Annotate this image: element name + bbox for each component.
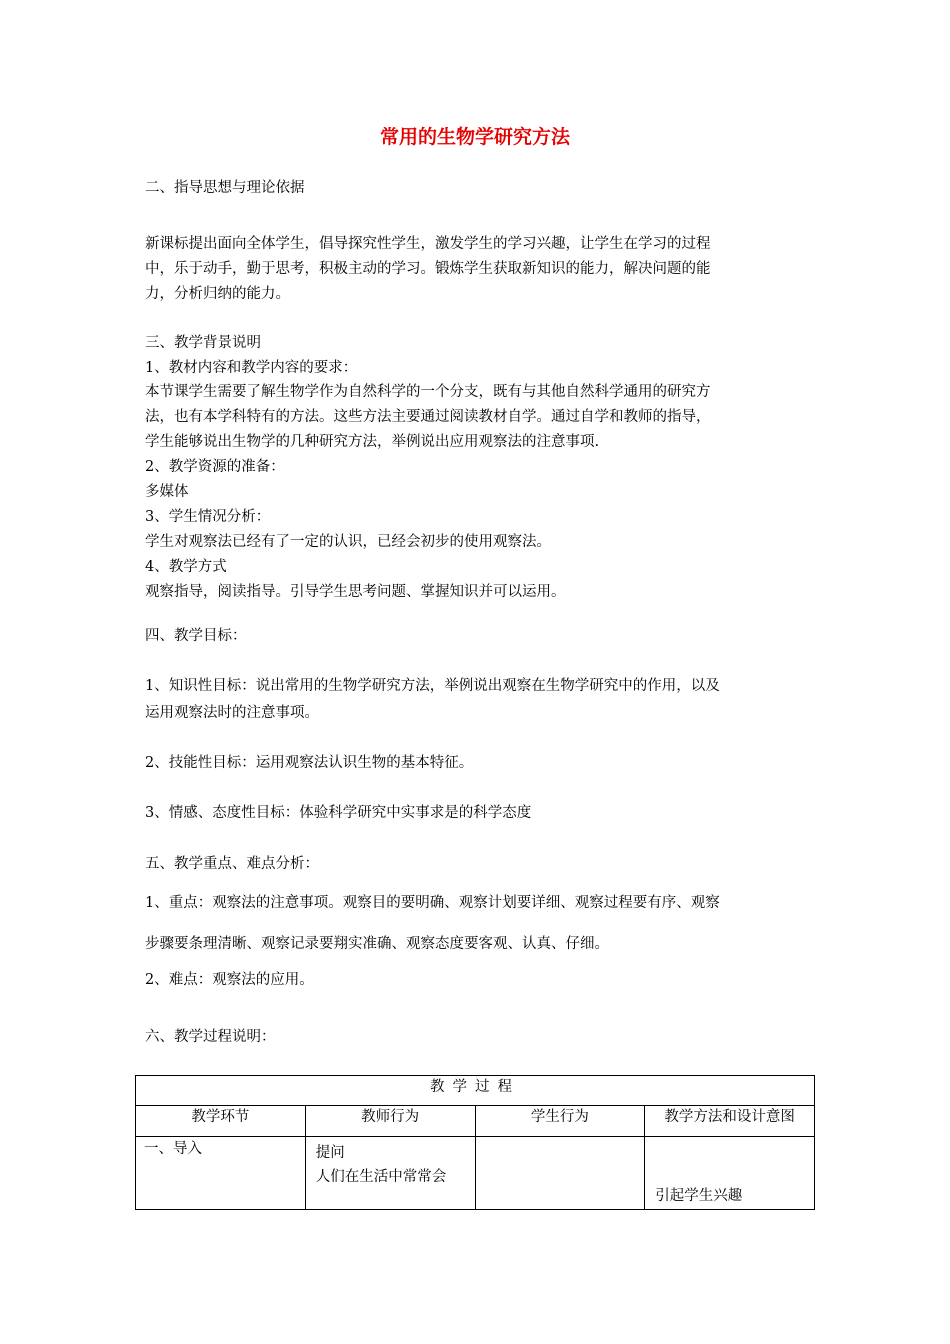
section-3-item-6: 多媒体 [145,484,189,500]
section-3-heading: 三、教学背景说明 [145,335,261,351]
section-4-heading: 四、教学目标： [145,628,247,644]
goal-1-line-1: 1、知识性目标：说出常用的生物学研究方法，举例说出观察在生物学研究中的作用，以及 [145,678,720,694]
teacher-line-2: 人们在生活中常常会 [315,1169,447,1185]
section-3-item-4: 学生能够说出生物学的几种研究方法，举例说出应用观察法的注意事项. [145,434,600,450]
section-5-heading: 五、教学重点、难点分析： [145,856,319,872]
cell-method: 引起学生兴趣 [645,1137,815,1210]
cell-student [475,1137,645,1210]
section-3-item-1: 1、教材内容和教学内容的要求： [145,360,358,376]
teaching-process-table [135,1075,815,1210]
column-header-stage: 教学环节 [136,1106,306,1137]
document-title: 常用的生物学研究方法 [379,126,570,148]
cell-stage: 一、导入 [136,1137,306,1210]
column-header-student: 学生行为 [475,1106,645,1137]
section-2-line-3: 力，分析归纳的能力。 [145,286,290,302]
table-title: 教学过程 [136,1076,815,1106]
section-2-heading: 二、指导思想与理论依据 [145,180,305,196]
section-3-item-2: 本节课学生需要了解生物学作为自然科学的一个分支，既有与其他自然科学通用的研究方 [145,384,711,400]
goal-3: 3、情感、态度性目标：体验科学研究中实事求是的科学态度 [145,805,532,821]
column-header-teacher: 教师行为 [305,1106,475,1137]
section-3-item-9: 4、教学方式 [145,559,227,575]
key-point-line-1: 1、重点：观察法的注意事项。观察目的要明确、观察计划要详细、观察过程要有序、观察 [145,895,720,911]
difficult-point: 2、难点：观察法的应用。 [145,972,314,988]
teacher-line-1: 提问 [315,1145,345,1161]
section-2-line-2: 中，乐于动手，勤于思考，积极主动的学习。锻炼学生获取新知识的能力，解决问题的能 [145,261,711,277]
section-3-item-8: 学生对观察法已经有了一定的认识，已经会初步的使用观察法。 [145,534,551,550]
cell-teacher [305,1137,475,1210]
table-row [136,1137,815,1210]
section-3-item-10: 观察指导，阅读指导。引导学生思考问题、掌握知识并可以运用。 [145,584,566,600]
table-header-row [136,1106,815,1137]
column-header-method: 教学方法和设计意图 [645,1106,815,1137]
section-3-item-7: 3、学生情况分析： [145,509,271,525]
section-6-heading: 六、教学过程说明： [145,1029,276,1045]
goal-2: 2、技能性目标：运用观察法认识生物的基本特征。 [145,755,474,771]
section-2-line-1: 新课标提出面向全体学生，倡导探究性学生，激发学生的学习兴趣，让学生在学习的过程 [145,236,711,252]
section-3-item-5: 2、教学资源的准备： [145,459,285,475]
section-3-item-3: 法，也有本学科特有的方法。这些方法主要通过阅读教材自学。通过自学和教师的指导， [145,409,711,425]
key-point-line-2: 步骤要条理清晰、观察记录要翔实准确、观察态度要客观、认真、仔细。 [145,936,609,952]
goal-1-line-2: 运用观察法时的注意事项。 [145,705,319,721]
